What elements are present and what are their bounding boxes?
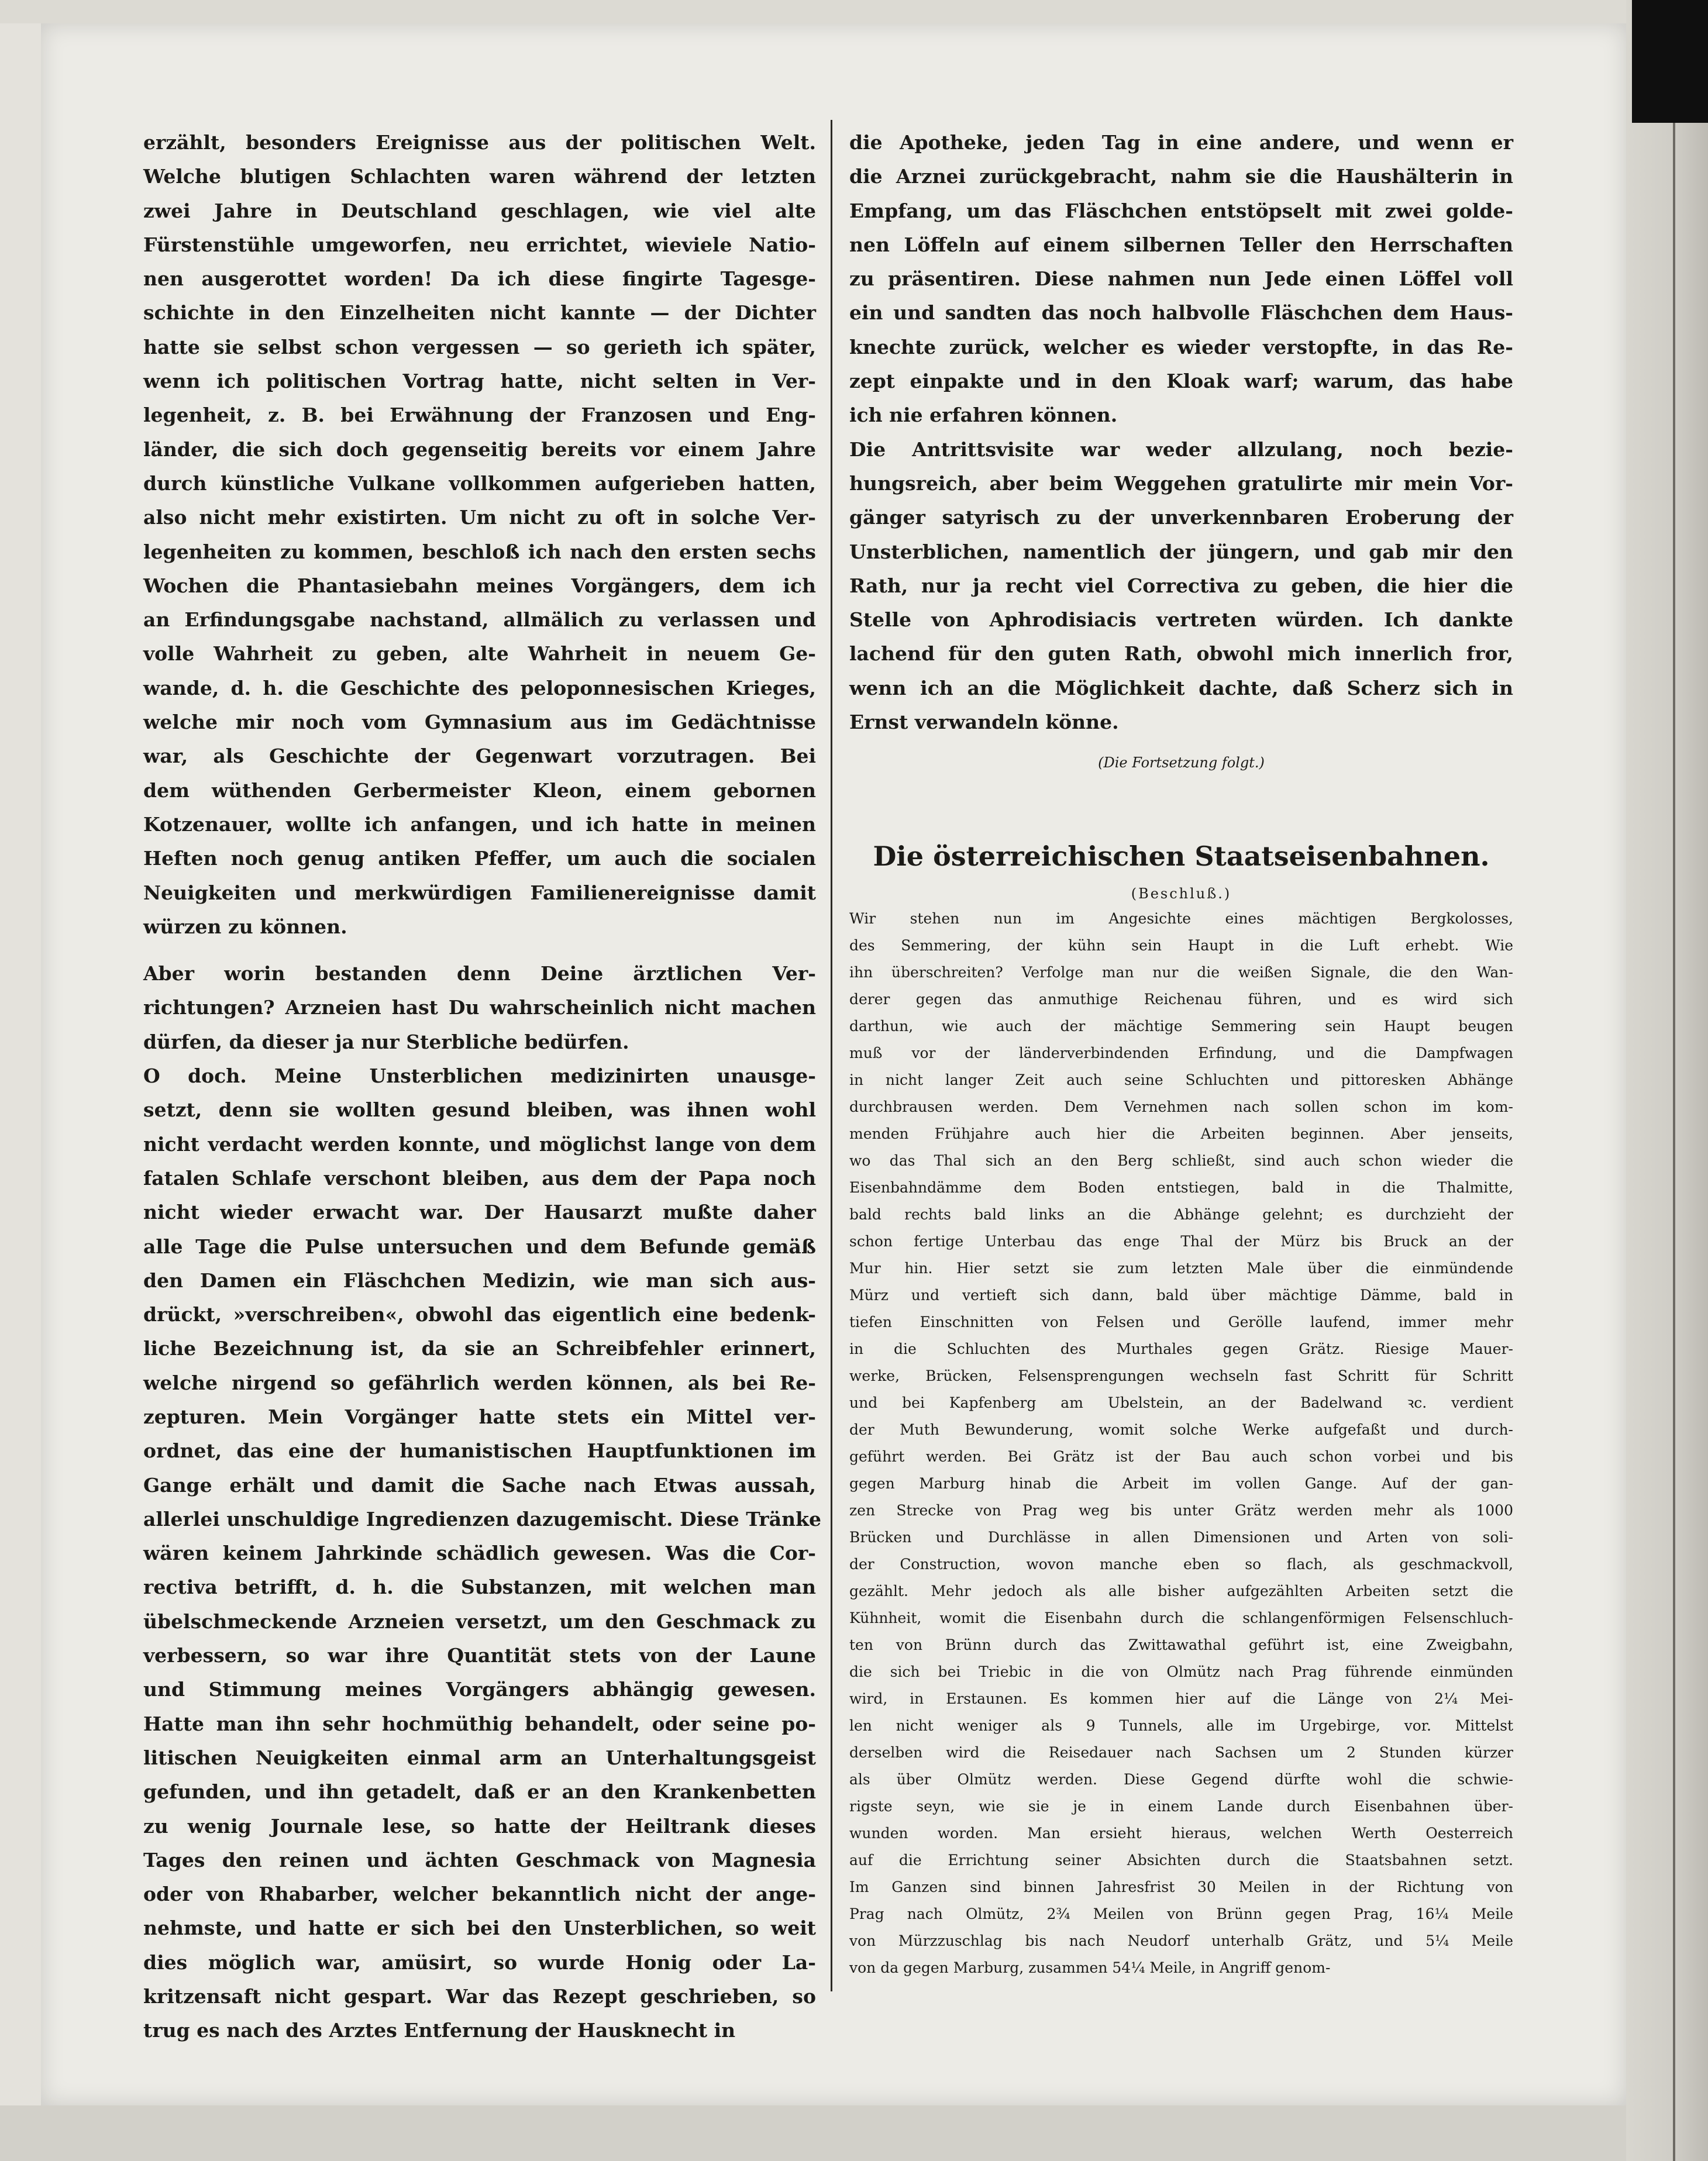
text-line: derer gegen das anmuthige Reichenau führen, und es wird sich bbox=[849, 991, 1513, 1008]
text-line: Tages den reinen und ächten Geschmack von Magnesia bbox=[143, 1848, 816, 1872]
text-line: zu wenig Journale lese, so hatte der Heiltrank dieses bbox=[143, 1814, 816, 1838]
text-line: Wir stehen nun im Angesichte eines mächtigen Bergkolosses, bbox=[849, 910, 1513, 928]
text-line: legenheit, z. B. bei Erwähnung der Franzosen und Eng- bbox=[143, 404, 816, 427]
text-line: allerlei unschuldige Ingredienzen dazugemischt. Diese Tränke bbox=[143, 1507, 822, 1531]
text-line: die Apotheke, jeden Tag in eine andere, und wenn er bbox=[849, 131, 1513, 154]
text-line: nicht verdacht werden konnte, und möglichst lange von dem bbox=[143, 1132, 816, 1156]
text-line: Empfang, um das Fläschchen entstöpselt mit zwei golde- bbox=[849, 199, 1513, 222]
text-line: also nicht mehr existirten. Um nicht zu oft in solche Ver- bbox=[143, 506, 816, 529]
text-line: in nicht langer Zeit auch seine Schluchten und pittoresken Abhänge bbox=[849, 1071, 1513, 1089]
text-line: als über Olmütz werden. Diese Gegend dürfte wohl die schwie- bbox=[849, 1771, 1513, 1788]
text-line: derselben wird die Reisedauer nach Sachsen um 2 Stunden kürzer bbox=[849, 1744, 1513, 1762]
text-line: lachend für den guten Rath, obwohl mich innerlich fror, bbox=[849, 642, 1513, 666]
text-line: Prag nach Olmütz, 2¾ Meilen von Brünn gegen Prag, 16¼ Meile bbox=[849, 1905, 1513, 1923]
text-line: Hatte man ihn sehr hochmüthig behandelt, oder seine po- bbox=[143, 1712, 816, 1735]
text-line: ich nie erfahren können. bbox=[849, 404, 1118, 427]
text-line: liche Bezeichnung ist, da sie an Schreibfehler erinnert, bbox=[143, 1337, 816, 1360]
scan-bottom-margin bbox=[0, 2105, 1626, 2161]
text-line: wande, d. h. die Geschichte des peloponnesischen Krieges, bbox=[143, 676, 816, 699]
text-line: fatalen Schlafe verschont bleiben, aus dem der Papa noch bbox=[143, 1166, 816, 1190]
text-line: nen Löffeln auf einem silbernen Teller den Herrschaften bbox=[849, 233, 1513, 256]
text-line: würzen zu können. bbox=[143, 915, 347, 938]
text-line: war, als Geschichte der Gegenwart vorzutragen. Bei bbox=[143, 745, 816, 768]
text-line: muß vor der länderverbindenden Erfindung, und die Dampfwagen bbox=[849, 1045, 1513, 1062]
text-line: wenn ich politischen Vortrag hatte, nicht selten in Ver- bbox=[143, 370, 816, 393]
text-line: schon fertige Unterbau das enge Thal der Mürz bis Bruck an der bbox=[849, 1233, 1513, 1250]
text-line: welche nirgend so gefährlich werden können, als bei Re- bbox=[143, 1371, 816, 1394]
text-line: gezählt. Mehr jedoch als alle bisher aufgezählten Arbeiten setzt die bbox=[849, 1583, 1513, 1600]
text-line: nen ausgerottet worden! Da ich diese fingirte Tagesge- bbox=[143, 267, 816, 291]
right-paragraph-2 bbox=[849, 433, 1513, 740]
text-line: Kotzenauer, wollte ich anfangen, und ich hatte in meinen bbox=[143, 812, 816, 836]
text-line: nehmste, und hatte er sich bei den Unsterblichen, so weit bbox=[143, 1917, 816, 1940]
column-rule bbox=[831, 120, 832, 1991]
text-line: litischen Neuigkeiten einmal arm an Unterhaltungsgeist bbox=[143, 1746, 816, 1769]
text-line: die Arznei zurückgebracht, nahm sie die Haushälterin in bbox=[849, 165, 1513, 188]
text-line: übelschmeckende Arzneien versetzt, um den Geschmack zu bbox=[143, 1609, 816, 1633]
text-line: Brücken und Durchlässe in allen Dimensionen und Arten von soli- bbox=[849, 1529, 1513, 1546]
article-subtitle: (Beschluß.) bbox=[1131, 885, 1232, 902]
text-line: Unsterblichen, namentlich der jüngern, und gab mir den bbox=[849, 540, 1513, 563]
text-line: setzt, denn sie wollten gesund bleiben, was ihnen wohl bbox=[143, 1098, 816, 1122]
text-line: erzählt, besonders Ereignisse aus der politischen Welt. bbox=[143, 131, 816, 154]
text-line: menden Frühjahre auch hier die Arbeiten beginnen. Aber jenseits, bbox=[849, 1125, 1513, 1143]
text-line: len nicht weniger als 9 Tunnels, alle im Urgebirge, vor. Mittelst bbox=[849, 1717, 1513, 1735]
text-line: wunden worden. Man ersieht hieraus, welchen Werth Oesterreich bbox=[849, 1825, 1513, 1842]
text-line: von Mürzzuschlag bis nach Neudorf unterhalb Grätz, und 5¼ Meile bbox=[849, 1932, 1513, 1950]
text-line: zen Strecke von Prag weg bis unter Grätz werden mehr als 1000 bbox=[849, 1502, 1513, 1519]
text-line: Ernst verwandeln könne. bbox=[849, 711, 1119, 734]
text-line: volle Wahrheit zu geben, alte Wahrheit in neuem Ge- bbox=[143, 642, 816, 666]
text-line: Fürstenstühle umgeworfen, neu errichtet, wieviele Natio- bbox=[143, 233, 816, 256]
text-line: und bei Kapfenberg am Ubelstein, an der Badelwand ꝛc. verdient bbox=[849, 1394, 1513, 1412]
text-line: O doch. Meine Unsterblichen medizinirten unausge- bbox=[143, 1064, 816, 1088]
text-line: ordnet, das eine der humanistischen Hauptfunktionen im bbox=[143, 1439, 816, 1463]
text-line: tiefen Einschnitten von Felsen und Gerölle laufend, immer mehr bbox=[849, 1314, 1513, 1331]
text-line: Stelle von Aphrodisiacis vertreten würden. Ich dankte bbox=[849, 608, 1513, 632]
text-line: der Construction, wovon manche eben so flach, als geschmackvoll, bbox=[849, 1556, 1513, 1573]
text-line: Eisenbahndämme dem Boden entstiegen, bald in die Thalmitte, bbox=[849, 1179, 1513, 1197]
text-line: des Semmering, der kühn sein Haupt in die Luft erhebt. Wie bbox=[849, 937, 1513, 954]
text-line: dürfen, da dieser ja nur Sterbliche bedürfen. bbox=[143, 1030, 629, 1053]
text-line: rectiva betrifft, d. h. die Substanzen, mit welchen man bbox=[143, 1576, 816, 1599]
text-line: wären keinem Jahrkinde schädlich gewesen. Was die Cor- bbox=[143, 1542, 816, 1565]
text-line: nicht wieder erwacht war. Der Hausarzt mußte daher bbox=[143, 1201, 816, 1224]
text-line: richtungen? Arzneien hast Du wahrscheinlich nicht machen bbox=[143, 996, 816, 1019]
text-line: zwei Jahre in Deutschland geschlagen, wie viel alte bbox=[143, 199, 816, 222]
text-line: gänger satyrisch zu der unverkennbaren Eroberung der bbox=[849, 506, 1513, 529]
text-line: darthun, wie auch der mächtige Semmering sein Haupt beugen bbox=[849, 1018, 1513, 1035]
text-line: ihn überschreiten? Verfolge man nur die weißen Signale, die den Wan- bbox=[849, 964, 1513, 981]
text-line: gegen Marburg hinab die Arbeit im vollen Gange. Auf der gan- bbox=[849, 1475, 1513, 1493]
text-line: Kühnheit, womit die Eisenbahn durch die schlangenförmigen Felsenschluch- bbox=[849, 1609, 1513, 1627]
text-line: ten von Brünn durch das Zwittawathal geführt ist, eine Zweigbahn, bbox=[849, 1636, 1513, 1654]
text-line: in die Schluchten des Murthales gegen Grätz. Riesige Mauer- bbox=[849, 1340, 1513, 1358]
text-line: rigste seyn, wie sie je in einem Lande durch Eisenbahnen über- bbox=[849, 1798, 1513, 1815]
text-line: wird, in Erstaunen. Es kommen hier auf die Länge von 2¼ Mei- bbox=[849, 1690, 1513, 1708]
text-line: welche mir noch vom Gymnasium aus im Gedächtnisse bbox=[143, 711, 816, 734]
text-line: Heften noch genug antiken Pfeffer, um auch die socialen bbox=[143, 847, 816, 870]
text-line: knechte zurück, welcher es wieder verstopfte, in das Re- bbox=[849, 335, 1513, 359]
text-line: an Erfindungsgabe nachstand, allmälich zu verlassen und bbox=[143, 608, 816, 632]
text-line: schichte in den Einzelheiten nicht kannte — der Dichter bbox=[143, 301, 816, 325]
text-line: der Muth Bewunderung, womit solche Werke aufgefaßt und durch- bbox=[849, 1421, 1513, 1439]
binding-fold-line bbox=[1673, 123, 1675, 2161]
left-paragraph-1 bbox=[143, 126, 816, 944]
text-line: Aber worin bestanden denn Deine ärztlichen Ver- bbox=[143, 962, 816, 985]
text-line: hungsreich, aber beim Weggehen gratulirte mir mein Vor- bbox=[849, 471, 1513, 495]
text-line: Mürz und vertieft sich dann, bald über mächtige Dämme, bald in bbox=[849, 1287, 1513, 1304]
text-line: alle Tage die Pulse untersuchen und dem Befunde gemäß bbox=[143, 1235, 816, 1258]
text-line: durch künstliche Vulkane vollkommen aufgerieben hatten, bbox=[143, 471, 816, 495]
article-title: Die österreichischen Staatseisenbahnen. bbox=[873, 840, 1490, 873]
text-line: legenheiten zu kommen, beschloß ich nach den ersten sechs bbox=[143, 540, 816, 563]
text-line: Gange erhält und damit die Sache nach Etwas aussah, bbox=[143, 1473, 816, 1497]
text-line: Die Antrittsvisite war weder allzulang, noch bezie- bbox=[849, 437, 1513, 461]
left-paragraph-3 bbox=[143, 1059, 822, 2048]
text-line: und Stimmung meines Vorgängers abhängig gewesen. bbox=[143, 1678, 816, 1701]
text-line: Wochen die Phantasiebahn meines Vorgängers, dem ich bbox=[143, 574, 816, 597]
text-line: drückt, »verschreiben«, obwohl das eigentlich eine bedenk- bbox=[143, 1303, 816, 1326]
continuation-note: (Die Fortsetzung folgt.) bbox=[1098, 754, 1265, 771]
text-line: trug es nach des Arztes Entfernung der Hausknecht in bbox=[143, 2019, 736, 2042]
text-line: durchbrausen werden. Dem Vernehmen nach sollen schon im kom- bbox=[849, 1098, 1513, 1116]
text-line: ein und sandten das noch halbvolle Fläschchen dem Haus- bbox=[849, 301, 1513, 325]
scan-top-margin bbox=[0, 0, 1626, 23]
text-line: zepturen. Mein Vorgänger hatte stets ein Mittel ver- bbox=[143, 1405, 816, 1428]
text-line: Welche blutigen Schlachten waren während der letzten bbox=[143, 165, 816, 188]
text-line: auf die Errichtung seiner Absichten durch die Staatsbahnen setzt. bbox=[849, 1852, 1513, 1869]
text-line: Im Ganzen sind binnen Jahresfrist 30 Meilen in der Richtung von bbox=[849, 1879, 1513, 1896]
scan-binding-edge bbox=[1626, 0, 1708, 2161]
text-line: gefunden, und ihn getadelt, daß er an den Krankenbetten bbox=[143, 1780, 816, 1804]
text-line: zu präsentiren. Diese nahmen nun Jede einen Löffel voll bbox=[849, 267, 1513, 291]
text-line: oder von Rhabarber, welcher bekanntlich nicht der ange- bbox=[143, 1883, 816, 1906]
binding-black-tab bbox=[1632, 0, 1708, 123]
text-line: wo das Thal sich an den Berg schließt, sind auch schon wieder die bbox=[849, 1152, 1513, 1170]
text-line: die sich bei Triebic in die von Olmütz nach Prag führende einmünden bbox=[849, 1663, 1513, 1681]
right-paragraph-1 bbox=[849, 126, 1513, 433]
left-column bbox=[143, 126, 822, 2042]
text-line: bald rechts bald links an die Abhänge gelehnt; es durchzieht der bbox=[849, 1206, 1513, 1223]
text-line: wenn ich an die Möglichkeit dachte, daß Scherz sich in bbox=[849, 676, 1513, 699]
text-line: kritzensaft nicht gespart. War das Rezept geschrieben, so bbox=[143, 1985, 816, 2008]
text-line: Mur hin. Hier setzt sie zum letzten Male über die einmündende bbox=[849, 1260, 1513, 1277]
text-line: Rath, nur ja recht viel Correctiva zu geben, die hier die bbox=[849, 574, 1513, 597]
text-line: länder, die sich doch gegenseitig bereits vor einem Jahre bbox=[143, 437, 816, 461]
text-line: von da gegen Marburg, zusammen 54¼ Meile, in Angriff genom- bbox=[849, 1959, 1331, 1977]
article-body bbox=[849, 905, 1513, 1981]
text-line: verbessern, so war ihre Quantität stets von der Laune bbox=[143, 1644, 816, 1667]
left-paragraph-2 bbox=[143, 957, 816, 1059]
text-line: dies möglich war, amüsirt, so wurde Honig oder La- bbox=[143, 1950, 816, 1974]
text-line: geführt werden. Bei Grätz ist der Bau auch schon vorbei und bis bbox=[849, 1448, 1513, 1466]
text-line: Neuigkeiten und merkwürdigen Familienereignisse damit bbox=[143, 881, 816, 904]
text-line: zept einpakte und in den Kloak warf; warum, das habe bbox=[849, 370, 1513, 393]
text-line: dem wüthenden Gerbermeister Kleon, einem gebornen bbox=[143, 778, 816, 802]
right-column bbox=[849, 126, 1513, 2000]
text-line: den Damen ein Fläschchen Medizin, wie man sich aus- bbox=[143, 1269, 816, 1292]
text-line: werke, Brücken, Felsensprengungen wechseln fast Schritt für Schritt bbox=[849, 1367, 1513, 1385]
text-line: hatte sie selbst schon vergessen — so gerieth ich später, bbox=[143, 335, 816, 359]
